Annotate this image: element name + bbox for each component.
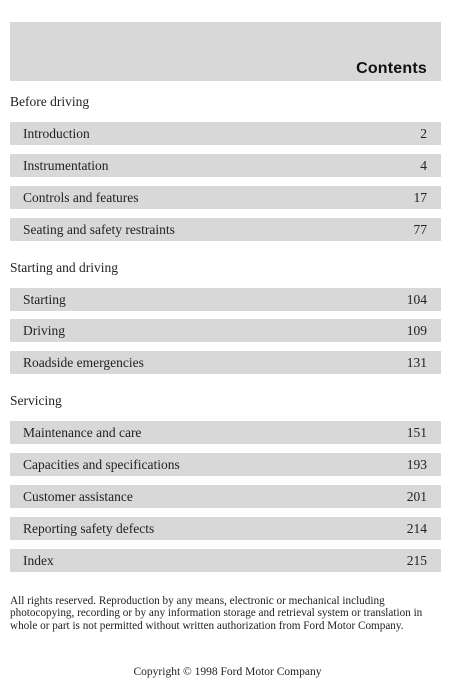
toc-label: Capacities and specifications (23, 457, 180, 472)
toc-page-number: 214 (406, 521, 427, 536)
toc-label: Seating and safety restraints (23, 222, 175, 237)
toc-page-number: 104 (406, 292, 427, 307)
toc-page-number: 4 (420, 158, 427, 173)
toc-row-controls-and-features[interactable] (10, 186, 441, 209)
toc-page-number: 201 (406, 489, 427, 504)
toc-row-seating-and-safety-restraints[interactable] (10, 218, 441, 241)
toc-page-number: 109 (406, 323, 427, 338)
toc-label: Controls and features (23, 190, 139, 205)
copyright-line: Copyright © 1998 Ford Motor Company (133, 666, 322, 678)
toc-row-maintenance-and-care[interactable] (10, 421, 441, 444)
toc-label: Reporting safety defects (23, 521, 155, 536)
page-title: Contents (356, 60, 427, 77)
toc-page-number: 2 (420, 126, 427, 141)
toc-row-customer-assistance[interactable] (10, 485, 441, 508)
toc-label: Driving (23, 323, 65, 338)
toc-label: Instrumentation (23, 158, 109, 173)
section-title-servicing: Servicing (10, 393, 62, 408)
toc-row-instrumentation[interactable] (10, 154, 441, 177)
toc-row-driving[interactable] (10, 319, 441, 342)
toc-row-starting[interactable] (10, 288, 441, 311)
header-band (10, 22, 441, 81)
toc-label: Maintenance and care (23, 425, 142, 440)
toc-row-introduction[interactable] (10, 122, 441, 145)
toc-label: Customer assistance (23, 489, 133, 504)
rights-notice: All rights reserved. Reproduction by any means, electronic or mechanical including photocopying, recording or by any information storage and retrieval system or translation in whole or part is not permitted without written authorization from Ford Motor Company. (10, 595, 423, 632)
toc-page-number: 151 (406, 425, 427, 440)
toc-row-reporting-safety-defects[interactable] (10, 517, 441, 540)
toc-label: Roadside emergencies (23, 355, 144, 370)
toc-page-number: 77 (413, 222, 427, 237)
section-title-starting-and-driving: Starting and driving (10, 260, 118, 275)
section-title-before-driving: Before driving (10, 94, 90, 109)
toc-page-number: 215 (406, 553, 427, 568)
toc-label: Starting (23, 292, 66, 307)
toc-label: Introduction (23, 126, 90, 141)
toc-label: Index (23, 553, 54, 568)
toc-row-roadside-emergencies[interactable] (10, 351, 441, 374)
toc-row-index[interactable] (10, 549, 441, 572)
toc-row-capacities-and-specifications[interactable] (10, 453, 441, 476)
toc-page-number: 131 (406, 355, 427, 370)
toc-page-number: 17 (413, 190, 427, 205)
toc-page-number: 193 (406, 457, 427, 472)
